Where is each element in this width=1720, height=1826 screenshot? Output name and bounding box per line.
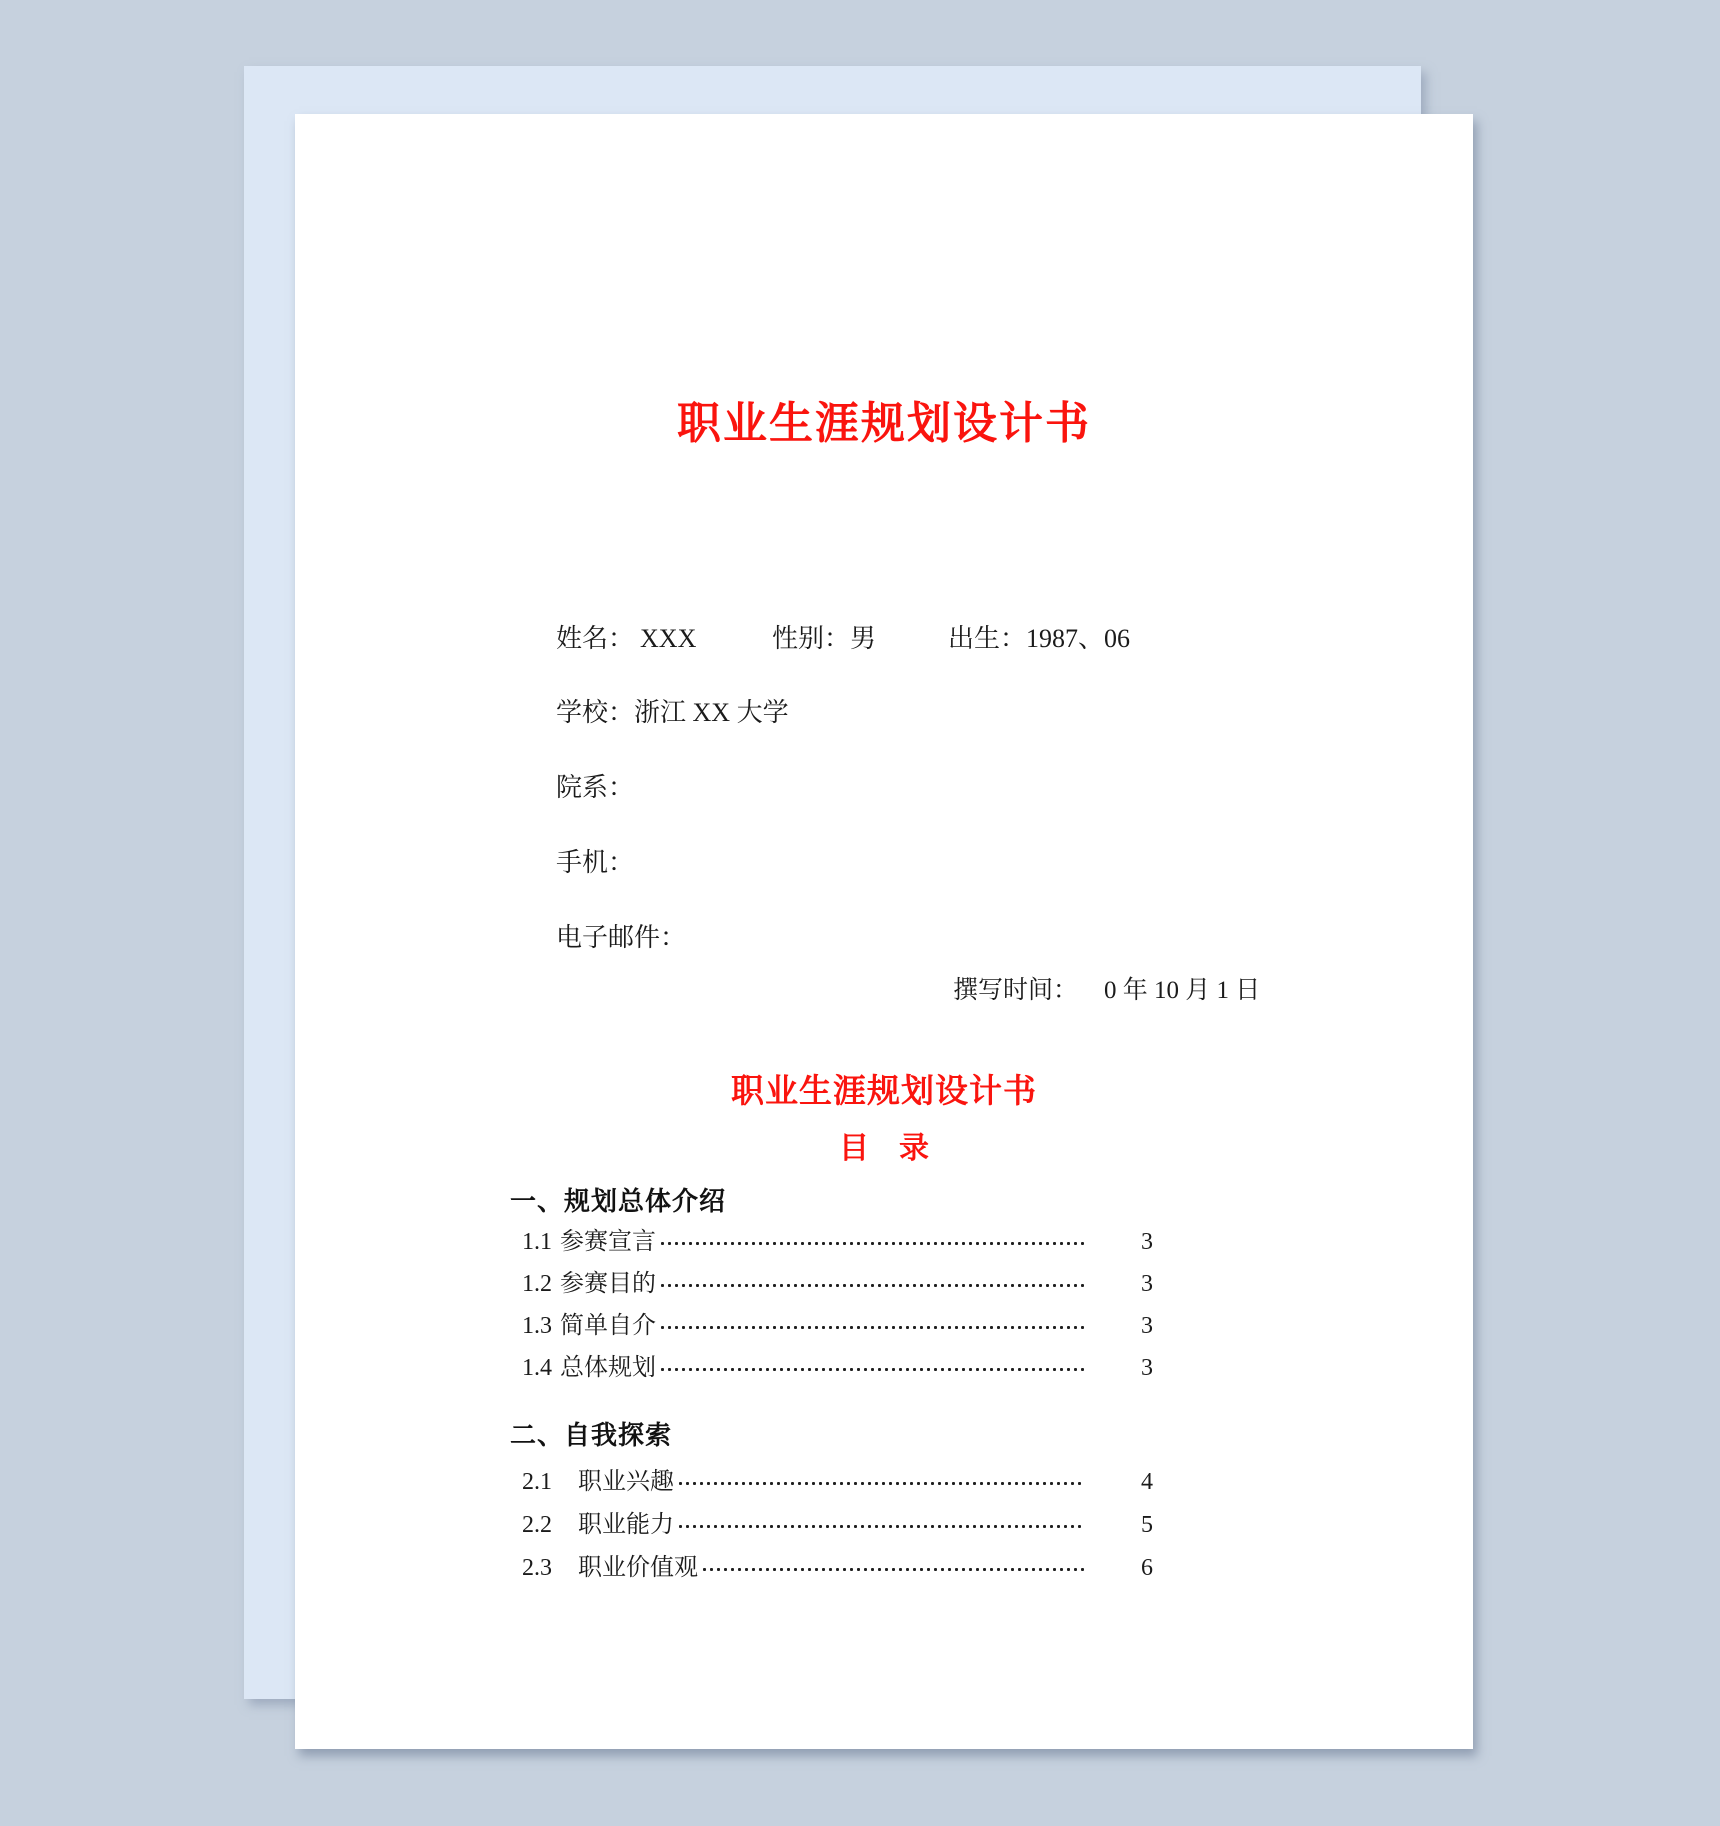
department-label: 院系： xyxy=(556,773,635,802)
toc-item-label: 职业能力 xyxy=(578,1512,674,1538)
document-title: 职业生涯规划设计书 xyxy=(677,399,1091,448)
toc-page-number: 3 xyxy=(1141,1229,1153,1255)
email-label: 电子邮件： xyxy=(556,923,687,952)
toc-item-number: 1.3 xyxy=(522,1313,552,1339)
gender-field xyxy=(772,624,876,654)
toc-item-number: 2.1 xyxy=(522,1469,552,1495)
dot-leader xyxy=(677,1469,1085,1496)
dot-leader xyxy=(659,1355,1085,1382)
gender-label: 性别： xyxy=(772,624,851,653)
toc-item-label: 参赛宣言 xyxy=(560,1229,656,1255)
department-field xyxy=(556,773,634,803)
toc-subheading: 目 录 xyxy=(839,1132,929,1165)
written-date-label: 撰写时间： xyxy=(953,977,1079,1004)
toc-item-1-3 xyxy=(522,1313,1175,1340)
dot-leader xyxy=(659,1271,1085,1298)
toc-item-label: 职业兴趣 xyxy=(578,1469,674,1495)
toc-heading: 职业生涯规划设计书 xyxy=(731,1072,1037,1109)
toc-item-label: 简单自介 xyxy=(560,1313,656,1339)
toc-page-number: 4 xyxy=(1141,1469,1153,1495)
dot-leader xyxy=(659,1229,1085,1256)
toc-item-1-4 xyxy=(522,1355,1175,1382)
phone-field xyxy=(556,848,634,878)
toc-item-number: 1.4 xyxy=(522,1355,552,1381)
name-label: 姓名： xyxy=(556,624,635,653)
toc-section-2-title: 二、自我探索 xyxy=(510,1420,673,1450)
toc-item-1-1 xyxy=(522,1229,1175,1256)
toc-page-number: 3 xyxy=(1141,1271,1153,1297)
school-field xyxy=(556,698,789,728)
toc-item-2-3 xyxy=(522,1555,1175,1582)
dot-leader xyxy=(659,1313,1085,1340)
toc-item-number: 2.2 xyxy=(522,1512,552,1538)
written-date-value: 0 年 10 月 1 日 xyxy=(1104,977,1261,1004)
birth-value: 1987、06 xyxy=(1026,624,1131,653)
toc-item-label: 总体规划 xyxy=(560,1355,656,1381)
email-field xyxy=(556,923,686,953)
birth-field xyxy=(948,624,1130,654)
toc-page-number: 3 xyxy=(1141,1313,1153,1339)
toc-page-number: 6 xyxy=(1141,1555,1153,1581)
name-value: XXX xyxy=(640,624,697,653)
school-value: 浙江 XX 大学 xyxy=(634,698,789,727)
dot-leader xyxy=(701,1555,1085,1582)
written-date xyxy=(953,976,1260,1006)
gender-value: 男 xyxy=(850,624,877,653)
toc-item-2-1 xyxy=(522,1469,1175,1496)
birth-label: 出生： xyxy=(948,624,1027,653)
toc-item-number: 1.2 xyxy=(522,1271,552,1297)
toc-page-number: 3 xyxy=(1141,1355,1153,1381)
phone-label: 手机： xyxy=(556,848,635,877)
toc-item-number: 1.1 xyxy=(522,1229,552,1255)
toc-item-label: 职业价值观 xyxy=(578,1555,698,1581)
toc-page-number: 5 xyxy=(1141,1512,1153,1538)
dot-leader xyxy=(677,1512,1085,1539)
toc-item-label: 参赛目的 xyxy=(560,1271,656,1297)
name-field xyxy=(556,624,696,654)
toc-item-1-2 xyxy=(522,1271,1175,1298)
document-page xyxy=(295,114,1473,1749)
toc-section-1-title: 一、规划总体介绍 xyxy=(510,1186,727,1216)
school-label: 学校： xyxy=(556,698,635,727)
toc-item-number: 2.3 xyxy=(522,1555,552,1581)
toc-item-2-2 xyxy=(522,1512,1175,1539)
